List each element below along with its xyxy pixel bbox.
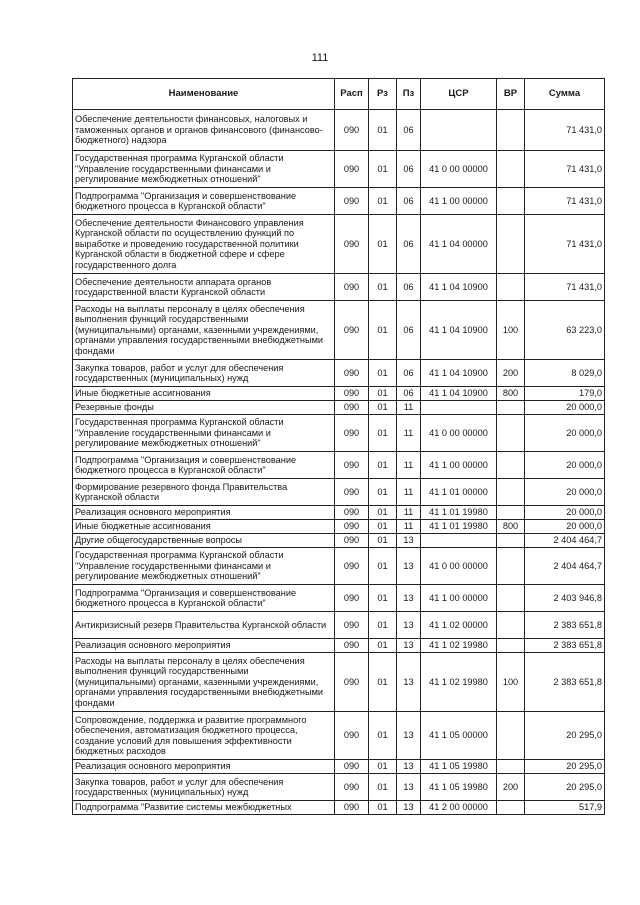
cell-vr	[497, 506, 525, 520]
cell-name: Резервные фонды	[73, 401, 335, 415]
cell-rz: 01	[369, 452, 397, 479]
cell-rz: 01	[369, 760, 397, 774]
table-row	[73, 188, 605, 215]
cell-rz: 01	[369, 274, 397, 301]
cell-pz: 06	[397, 274, 421, 301]
cell-rz: 01	[369, 612, 397, 639]
cell-rz: 01	[369, 479, 397, 506]
cell-name: Иные бюджетные ассигнования	[73, 520, 335, 534]
cell-name: Обеспечение деятельности финансовых, налоговых и таможенных органов и органов финансового (финансово-бюджетного) надзора	[73, 110, 335, 151]
table-row	[73, 585, 605, 612]
cell-rasp: 090	[335, 415, 369, 452]
cell-vr: 800	[497, 387, 525, 401]
header-sum: Сумма	[525, 79, 605, 110]
cell-rz: 01	[369, 301, 397, 360]
cell-name: Государственная программа Курганской области "Управление государственными финансами и регулирование межбюджетных отношений"	[73, 415, 335, 452]
cell-name: Реализация основного мероприятия	[73, 639, 335, 653]
cell-rasp: 090	[335, 452, 369, 479]
header-vr: ВР	[497, 79, 525, 110]
cell-vr	[497, 712, 525, 760]
table-row	[73, 401, 605, 415]
cell-name: Реализация основного мероприятия	[73, 760, 335, 774]
table-row	[73, 801, 605, 815]
cell-pz: 13	[397, 639, 421, 653]
cell-vr	[497, 188, 525, 215]
cell-rz: 01	[369, 801, 397, 815]
cell-pz: 06	[397, 301, 421, 360]
cell-csr: 41 1 02 19980	[421, 639, 497, 653]
cell-vr	[497, 548, 525, 585]
cell-sum: 517,9	[525, 801, 605, 815]
table-row	[73, 479, 605, 506]
cell-vr	[497, 801, 525, 815]
cell-sum: 71 431,0	[525, 151, 605, 188]
cell-rasp: 090	[335, 506, 369, 520]
cell-name: Подпрограмма "Организация и совершенствование бюджетного процесса в Курганской области"	[73, 585, 335, 612]
cell-name: Формирование резервного фонда Правительства Курганской области	[73, 479, 335, 506]
cell-pz: 13	[397, 712, 421, 760]
cell-rz: 01	[369, 639, 397, 653]
cell-csr: 41 1 02 00000	[421, 612, 497, 639]
table-row	[73, 548, 605, 585]
cell-pz: 13	[397, 760, 421, 774]
table-row	[73, 612, 605, 639]
cell-sum: 20 000,0	[525, 401, 605, 415]
cell-pz: 11	[397, 401, 421, 415]
cell-vr: 100	[497, 653, 525, 712]
header-csr: ЦСР	[421, 79, 497, 110]
header-name: Наименование	[73, 79, 335, 110]
table-row	[73, 534, 605, 548]
cell-pz: 11	[397, 415, 421, 452]
cell-sum: 20 000,0	[525, 452, 605, 479]
cell-name: Государственная программа Курганской области "Управление государственными финансами и регулирование межбюджетных отношений"	[73, 548, 335, 585]
cell-rasp: 090	[335, 479, 369, 506]
cell-rz: 01	[369, 215, 397, 274]
cell-csr: 41 1 04 10900	[421, 360, 497, 387]
cell-vr: 200	[497, 360, 525, 387]
cell-rz: 01	[369, 110, 397, 151]
cell-vr	[497, 415, 525, 452]
cell-sum: 63 223,0	[525, 301, 605, 360]
cell-vr	[497, 401, 525, 415]
cell-name: Расходы на выплаты персоналу в целях обеспечения выполнения функций государственными (муниципальными) органами, казенными учреждениями, органами управления государственными внебюджетными фондами	[73, 301, 335, 360]
cell-rz: 01	[369, 520, 397, 534]
cell-csr: 41 1 04 10900	[421, 274, 497, 301]
table-row	[73, 653, 605, 712]
cell-rz: 01	[369, 548, 397, 585]
cell-name: Закупка товаров, работ и услуг для обеспечения государственных (муниципальных) нужд	[73, 774, 335, 801]
cell-sum: 179,0	[525, 387, 605, 401]
header-rasp: Расп	[335, 79, 369, 110]
cell-csr: 41 1 01 00000	[421, 479, 497, 506]
cell-name: Подпрограмма "Организация и совершенствование бюджетного процесса в Курганской области"	[73, 188, 335, 215]
cell-sum: 20 000,0	[525, 479, 605, 506]
cell-csr: 41 0 00 00000	[421, 548, 497, 585]
cell-rasp: 090	[335, 401, 369, 415]
cell-rasp: 090	[335, 188, 369, 215]
table-row	[73, 712, 605, 760]
cell-vr: 200	[497, 774, 525, 801]
cell-csr: 41 1 01 19980	[421, 520, 497, 534]
cell-pz: 11	[397, 506, 421, 520]
cell-name: Расходы на выплаты персоналу в целях обеспечения выполнения функций государственными (муниципальными) органами, казенными учреждениями, органами управления государственными внебюджетными фондами	[73, 653, 335, 712]
cell-rz: 01	[369, 585, 397, 612]
table-row	[73, 415, 605, 452]
cell-vr	[497, 479, 525, 506]
table-row	[73, 151, 605, 188]
cell-sum: 20 295,0	[525, 712, 605, 760]
cell-name: Другие общегосударственные вопросы	[73, 534, 335, 548]
cell-name: Сопровождение, поддержка и развитие программного обеспечения, автоматизация бюджетного процесса, создание условий для повышения эффективности бюджетных расходов	[73, 712, 335, 760]
table-row	[73, 774, 605, 801]
cell-rasp: 090	[335, 151, 369, 188]
cell-pz: 13	[397, 534, 421, 548]
table-row	[73, 520, 605, 534]
cell-sum: 20 295,0	[525, 774, 605, 801]
budget-table	[72, 78, 605, 815]
cell-rz: 01	[369, 774, 397, 801]
cell-vr	[497, 760, 525, 774]
cell-rasp: 090	[335, 360, 369, 387]
cell-csr: 41 0 00 00000	[421, 151, 497, 188]
cell-sum: 2 383 651,8	[525, 653, 605, 712]
cell-pz: 13	[397, 612, 421, 639]
cell-rasp: 090	[335, 301, 369, 360]
table-row	[73, 506, 605, 520]
cell-vr: 100	[497, 301, 525, 360]
cell-pz: 11	[397, 520, 421, 534]
header-pz: Пз	[397, 79, 421, 110]
table-row	[73, 301, 605, 360]
cell-pz: 13	[397, 801, 421, 815]
cell-pz: 06	[397, 188, 421, 215]
cell-sum: 71 431,0	[525, 215, 605, 274]
cell-pz: 11	[397, 479, 421, 506]
cell-rz: 01	[369, 188, 397, 215]
cell-vr	[497, 612, 525, 639]
cell-rz: 01	[369, 360, 397, 387]
cell-csr: 41 1 05 00000	[421, 712, 497, 760]
cell-vr	[497, 215, 525, 274]
table-row	[73, 274, 605, 301]
cell-rasp: 090	[335, 274, 369, 301]
table-row	[73, 387, 605, 401]
cell-name: Подпрограмма "Развитие системы межбюджетных	[73, 801, 335, 815]
cell-vr	[497, 274, 525, 301]
cell-rz: 01	[369, 653, 397, 712]
cell-sum: 2 383 651,8	[525, 639, 605, 653]
cell-rasp: 090	[335, 653, 369, 712]
cell-pz: 13	[397, 653, 421, 712]
cell-rasp: 090	[335, 520, 369, 534]
cell-name: Антикризисный резерв Правительства Курганской области	[73, 612, 335, 639]
cell-rasp: 090	[335, 801, 369, 815]
table-row	[73, 639, 605, 653]
cell-name: Государственная программа Курганской области "Управление государственными финансами и регулирование межбюджетных отношений"	[73, 151, 335, 188]
cell-csr: 41 0 00 00000	[421, 415, 497, 452]
cell-rasp: 090	[335, 110, 369, 151]
cell-pz: 13	[397, 548, 421, 585]
table-row	[73, 760, 605, 774]
table-row	[73, 360, 605, 387]
cell-name: Реализация основного мероприятия	[73, 506, 335, 520]
cell-rz: 01	[369, 712, 397, 760]
cell-sum: 20 000,0	[525, 415, 605, 452]
table-row	[73, 215, 605, 274]
cell-rasp: 090	[335, 774, 369, 801]
cell-vr	[497, 151, 525, 188]
cell-csr	[421, 401, 497, 415]
cell-rasp: 090	[335, 534, 369, 548]
cell-sum: 8 029,0	[525, 360, 605, 387]
table-header-row	[73, 79, 605, 110]
page-number: 111	[311, 52, 329, 64]
cell-pz: 06	[397, 387, 421, 401]
cell-csr	[421, 110, 497, 151]
cell-rasp: 090	[335, 215, 369, 274]
cell-csr: 41 1 05 19980	[421, 774, 497, 801]
cell-csr: 41 1 00 00000	[421, 585, 497, 612]
cell-csr: 41 1 04 00000	[421, 215, 497, 274]
table-row	[73, 110, 605, 151]
cell-rz: 01	[369, 415, 397, 452]
cell-pz: 06	[397, 360, 421, 387]
cell-name: Иные бюджетные ассигнования	[73, 387, 335, 401]
cell-csr: 41 1 05 19980	[421, 760, 497, 774]
cell-name: Обеспечение деятельности Финансового управления Курганской области по осуществлению функций по выработке и проведению государственной политики Курганской области в бюджетной сфере и сфере государственного долга	[73, 215, 335, 274]
cell-sum: 2 383 651,8	[525, 612, 605, 639]
cell-csr	[421, 534, 497, 548]
cell-csr: 41 1 01 19980	[421, 506, 497, 520]
cell-vr	[497, 534, 525, 548]
cell-csr: 41 1 04 10900	[421, 301, 497, 360]
cell-vr: 800	[497, 520, 525, 534]
cell-rz: 01	[369, 151, 397, 188]
cell-rz: 01	[369, 387, 397, 401]
cell-rasp: 090	[335, 612, 369, 639]
cell-rasp: 090	[335, 639, 369, 653]
cell-vr	[497, 585, 525, 612]
cell-pz: 13	[397, 774, 421, 801]
cell-sum: 71 431,0	[525, 188, 605, 215]
cell-rasp: 090	[335, 548, 369, 585]
cell-rz: 01	[369, 506, 397, 520]
cell-sum: 71 431,0	[525, 110, 605, 151]
cell-sum: 20 000,0	[525, 506, 605, 520]
cell-rz: 01	[369, 534, 397, 548]
cell-csr: 41 1 04 10900	[421, 387, 497, 401]
cell-csr: 41 1 02 19980	[421, 653, 497, 712]
cell-rasp: 090	[335, 760, 369, 774]
header-rz: Рз	[369, 79, 397, 110]
cell-vr	[497, 639, 525, 653]
cell-rasp: 090	[335, 585, 369, 612]
cell-pz: 06	[397, 215, 421, 274]
cell-sum: 2 404 464,7	[525, 548, 605, 585]
cell-rasp: 090	[335, 712, 369, 760]
cell-pz: 13	[397, 585, 421, 612]
cell-sum: 2 404 464,7	[525, 534, 605, 548]
cell-csr: 41 2 00 00000	[421, 801, 497, 815]
cell-name: Подпрограмма "Организация и совершенствование бюджетного процесса в Курганской области"	[73, 452, 335, 479]
cell-sum: 20 295,0	[525, 760, 605, 774]
cell-sum: 71 431,0	[525, 274, 605, 301]
cell-pz: 11	[397, 452, 421, 479]
cell-name: Закупка товаров, работ и услуг для обеспечения государственных (муниципальных) нужд	[73, 360, 335, 387]
table-row	[73, 452, 605, 479]
cell-csr: 41 1 00 00000	[421, 452, 497, 479]
cell-rasp: 090	[335, 387, 369, 401]
cell-vr	[497, 110, 525, 151]
cell-sum: 20 000,0	[525, 520, 605, 534]
cell-pz: 06	[397, 110, 421, 151]
cell-vr	[497, 452, 525, 479]
cell-sum: 2 403 946,8	[525, 585, 605, 612]
cell-name: Обеспечение деятельности аппарата органов государственной власти Курганской области	[73, 274, 335, 301]
cell-rz: 01	[369, 401, 397, 415]
cell-pz: 06	[397, 151, 421, 188]
cell-csr: 41 1 00 00000	[421, 188, 497, 215]
